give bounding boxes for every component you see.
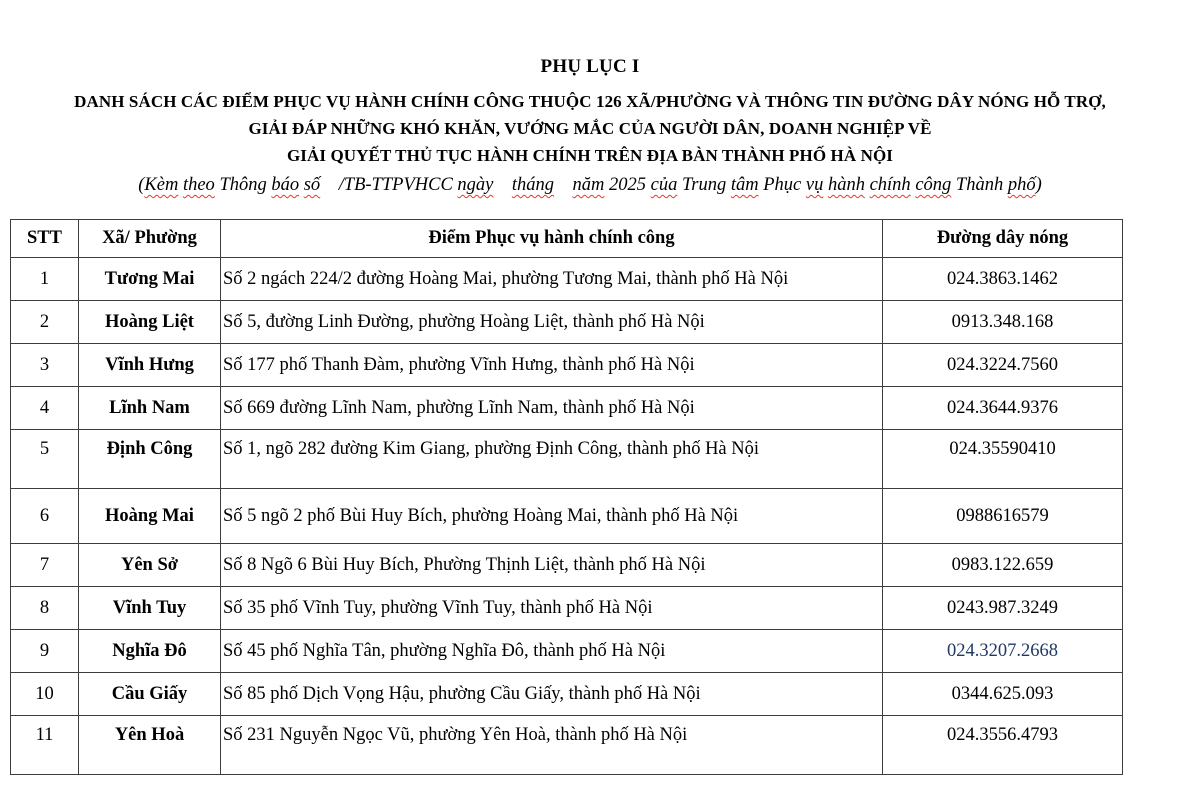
- document-title-line-1: DANH SÁCH CÁC ĐIỂM PHỤC VỤ HÀNH CHÍNH CÔNG THUỘC 126 XÃ/PHƯỜNG VÀ THÔNG TIN ĐƯỜNG DÂY NÓNG HỖ TRỢ,: [74, 92, 1106, 111]
- subtitle-segment: [554, 175, 573, 195]
- subtitle-segment: ): [1035, 175, 1042, 195]
- table-header-row: [11, 220, 1123, 258]
- address-cell: Số 35 phố Vĩnh Tuy, phường Vĩnh Tuy, thành phố Hà Nội: [221, 587, 883, 630]
- attachment-note: [0, 172, 1180, 198]
- ward-cell: Vĩnh Tuy: [79, 587, 221, 630]
- ward-cell: Nghĩa Đô: [79, 630, 221, 673]
- document-title-line-2: GIẢI ĐÁP NHỮNG KHÓ KHĂN, VƯỚNG MẮC CỦA NGƯỜI DÂN, DOANH NGHIỆP VỀ: [248, 119, 932, 138]
- subtitle-segment: công: [915, 175, 952, 195]
- address-cell: Số 2 ngách 224/2 đường Hoàng Mai, phường Tương Mai, thành phố Hà Nội: [221, 258, 883, 301]
- hotline-cell: 0344.625.093: [883, 673, 1123, 716]
- column-header-stt: STT: [11, 220, 79, 258]
- appendix-title: PHỤ LỤC I: [540, 56, 640, 77]
- stt-cell: 2: [11, 301, 79, 344]
- subtitle-segment: 2025: [604, 175, 651, 195]
- table-row: [11, 344, 1123, 387]
- table-row: [11, 489, 1123, 544]
- ward-cell: Hoàng Mai: [79, 489, 221, 544]
- stt-cell: 9: [11, 630, 79, 673]
- address-cell: Số 5 ngõ 2 phố Bùi Huy Bích, phường Hoàng Mai, thành phố Hà Nội: [221, 489, 883, 544]
- table-row: [11, 716, 1123, 775]
- subtitle-segment: /TB-TTPVHCC: [320, 175, 458, 195]
- hotline-cell: 0988616579: [883, 489, 1123, 544]
- ward-cell: Định Công: [79, 430, 221, 489]
- table-row: [11, 387, 1123, 430]
- hotline-cell: 024.3644.9376: [883, 387, 1123, 430]
- stt-cell: 8: [11, 587, 79, 630]
- ward-cell: Tương Mai: [79, 258, 221, 301]
- service-points-table: [10, 219, 1123, 775]
- subtitle-segment: Thông: [214, 175, 272, 195]
- stt-cell: 3: [11, 344, 79, 387]
- hotline-link[interactable]: 024.3207.2668: [883, 630, 1123, 673]
- address-cell: Số 8 Ngõ 6 Bùi Huy Bích, Phường Thịnh Liệt, thành phố Hà Nội: [221, 544, 883, 587]
- subtitle-segment: phố: [1007, 175, 1036, 195]
- address-cell: Số 669 đường Lĩnh Nam, phường Lĩnh Nam, thành phố Hà Nội: [221, 387, 883, 430]
- hotline-cell: 0983.122.659: [883, 544, 1123, 587]
- table-row: [11, 258, 1123, 301]
- document-header: [0, 0, 1180, 198]
- table-row: [11, 630, 1123, 673]
- table-row: [11, 430, 1123, 489]
- column-header-ward: Xã/ Phường: [79, 220, 221, 258]
- ward-cell: Vĩnh Hưng: [79, 344, 221, 387]
- hotline-cell: 024.3863.1462: [883, 258, 1123, 301]
- table-row: [11, 301, 1123, 344]
- stt-cell: 6: [11, 489, 79, 544]
- address-cell: Số 1, ngõ 282 đường Kim Giang, phường Định Công, thành phố Hà Nội: [221, 430, 883, 489]
- subtitle-segment: Trung: [677, 175, 731, 195]
- column-header-hotline: Đường dây nóng: [883, 220, 1123, 258]
- table-row: [11, 587, 1123, 630]
- ward-cell: Lĩnh Nam: [79, 387, 221, 430]
- address-cell: Số 5, đường Linh Đường, phường Hoàng Liệt, thành phố Hà Nội: [221, 301, 883, 344]
- ward-cell: Hoàng Liệt: [79, 301, 221, 344]
- subtitle-segment: tâm: [730, 175, 759, 195]
- subtitle-segment: tháng: [511, 175, 555, 195]
- document-title-line-3: GIẢI QUYẾT THỦ TỤC HÀNH CHÍNH TRÊN ĐỊA BÀN THÀNH PHỐ HÀ NỘI: [286, 146, 894, 165]
- stt-cell: 5: [11, 430, 79, 489]
- subtitle-segment: [493, 175, 512, 195]
- subtitle-segment: (: [138, 175, 145, 195]
- column-header-service-point: Điểm Phục vụ hành chính công: [221, 220, 883, 258]
- hotline-cell: 0243.987.3249: [883, 587, 1123, 630]
- ward-cell: Yên Hoà: [79, 716, 221, 775]
- subtitle-segment: báo: [271, 175, 300, 195]
- address-cell: Số 45 phố Nghĩa Tân, phường Nghĩa Đô, thành phố Hà Nội: [221, 630, 883, 673]
- subtitle-segment: năm: [572, 175, 605, 195]
- subtitle-segment: Kèm: [144, 175, 179, 195]
- subtitle-segment: Thành: [951, 175, 1008, 195]
- subtitle-segment: chính: [869, 175, 911, 195]
- stt-cell: 1: [11, 258, 79, 301]
- address-cell: Số 85 phố Dịch Vọng Hậu, phường Cầu Giấy, thành phố Hà Nội: [221, 673, 883, 716]
- subtitle-segment: số: [303, 175, 321, 195]
- hotline-cell: 024.35590410: [883, 430, 1123, 489]
- subtitle-segment: Phục: [758, 175, 806, 195]
- hotline-cell: 024.3224.7560: [883, 344, 1123, 387]
- subtitle-segment: hành: [827, 175, 865, 195]
- hotline-cell: 024.3556.4793: [883, 716, 1123, 775]
- ward-cell: Cầu Giấy: [79, 673, 221, 716]
- table-body: [11, 258, 1123, 775]
- stt-cell: 7: [11, 544, 79, 587]
- address-cell: Số 177 phố Thanh Đàm, phường Vĩnh Hưng, thành phố Hà Nội: [221, 344, 883, 387]
- stt-cell: 4: [11, 387, 79, 430]
- hotline-cell: 0913.348.168: [883, 301, 1123, 344]
- stt-cell: 10: [11, 673, 79, 716]
- subtitle-segment: ngày: [457, 175, 494, 195]
- ward-cell: Yên Sở: [79, 544, 221, 587]
- stt-cell: 11: [11, 716, 79, 775]
- subtitle-segment: theo: [182, 175, 215, 195]
- table-row: [11, 544, 1123, 587]
- address-cell: Số 231 Nguyễn Ngọc Vũ, phường Yên Hoà, thành phố Hà Nội: [221, 716, 883, 775]
- subtitle-segment: vụ: [805, 175, 824, 195]
- table-row: [11, 673, 1123, 716]
- subtitle-segment: của: [650, 175, 678, 195]
